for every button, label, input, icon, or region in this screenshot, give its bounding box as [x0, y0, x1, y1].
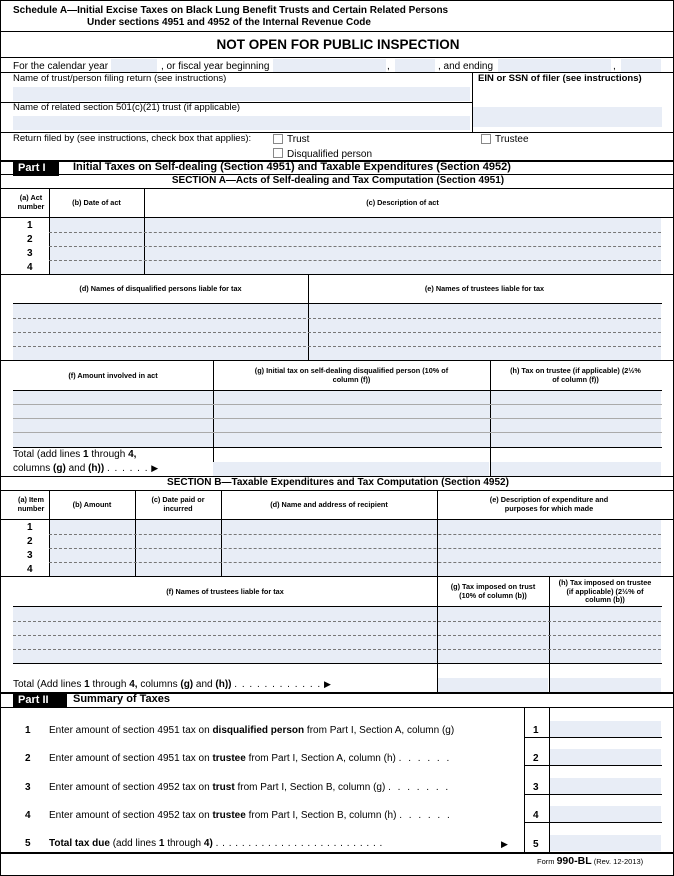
section-b-title: SECTION B—Taxable Expenditures and Tax Computation (Section 4952): [167, 477, 509, 488]
line-2-amount-field[interactable]: [550, 749, 661, 765]
section-a-amounts-area[interactable]: [13, 391, 661, 447]
fiscal-end-month-field[interactable]: [498, 59, 611, 72]
section-a-total-g-field[interactable]: [213, 462, 489, 476]
form-number-footer: Form 990-BL (Rev. 12-2013): [537, 855, 644, 867]
section-a-row-1: 1: [27, 220, 33, 231]
part2-line-3: 3 Enter amount of section 4952 tax on trust from Part I, Section B, column (g) . . . . . . .: [25, 782, 451, 793]
line-4-amount-field[interactable]: [550, 806, 661, 822]
col-b-amount-header: (b) Amount: [72, 499, 112, 509]
trust-checkbox[interactable]: [273, 134, 283, 144]
section-b-row-3: 3: [27, 550, 33, 561]
part1-title: Initial Taxes on Self-dealing (Section 4951) and Taxable Expenditures (Section 4952): [73, 161, 511, 173]
part2-line-4: 4 Enter amount of section 4952 tax on trustee from Part I, Section B, column (h) . . . . . .: [25, 810, 452, 821]
part2-line-5: 5 Total tax due (add lines 1 through 4) . . . . . . . . . . . . . . . . . . . . . . . . . .: [25, 838, 383, 849]
section-b-row-4: 4: [27, 564, 33, 575]
schedule-title: Schedule A—Initial Excise Taxes on Black Lung Benefit Trusts and Certain Related Persons: [13, 5, 449, 16]
section-b-total-line: Total (Add lines 1 through 4, columns (g) and (h)) . . . . . . . . . . . . ▶: [13, 679, 331, 690]
total-arrow-icon: ▶: [151, 463, 159, 473]
section-a-title: SECTION A—Acts of Self-dealing and Tax Computation (Section 4951): [171, 175, 505, 186]
section-b-row-1: 1: [27, 522, 33, 533]
col-f-trustees-header: (f) Names of trustees liable for tax: [166, 586, 284, 596]
trust-name-field[interactable]: [13, 87, 470, 101]
trust-option-label: Trust: [287, 134, 310, 145]
disqualified-option-label: Disqualified person: [287, 149, 373, 160]
line-5-amount-field[interactable]: [550, 835, 661, 851]
section-b-total-h-field[interactable]: [550, 678, 661, 692]
section-a-total-line2: columns (g) and (h)) . . . . . . ▶: [13, 463, 159, 474]
line-5-arrow-icon: ▶: [501, 839, 508, 849]
col-a-act-number-header: (a) Act number: [17, 193, 45, 211]
line-3-amount-field[interactable]: [550, 778, 661, 794]
col-e-trustees-header: (e) Names of trustees liable for tax: [424, 283, 545, 293]
col-e-expenditure-header: (e) Description of expenditure and purposes for which made: [489, 495, 609, 513]
part1-tag: Part I: [13, 161, 59, 176]
part2-line-2: 2 Enter amount of section 4951 tax on trustee from Part I, Section A, column (h) . . . . . .: [25, 753, 452, 764]
box-5-label: 5: [533, 839, 539, 850]
section-a-row-2: 2: [27, 234, 33, 245]
box-3-label: 3: [533, 782, 539, 793]
schedule-subtitle: Under sections 4951 and 4952 of the Internal Revenue Code: [87, 17, 371, 28]
trustee-checkbox[interactable]: [481, 134, 491, 144]
part2-title: Summary of Taxes: [73, 693, 171, 705]
col-d-recipient-header: (d) Name and address of recipient: [270, 499, 388, 509]
comma-2: ,: [613, 61, 616, 72]
total-b-arrow-icon: ▶: [323, 679, 331, 689]
section-a-row-4: 4: [27, 262, 33, 273]
col-a-item-number-header: (a) Item number: [17, 495, 45, 513]
box-1-label: 1: [533, 725, 539, 736]
line-1-amount-field[interactable]: [550, 721, 661, 737]
col-c-description-header: (c) Description of act: [366, 197, 439, 207]
col-d-disqualified-header: (d) Names of disqualified persons liable for tax: [79, 283, 242, 293]
trustee-option-label: Trustee: [495, 134, 529, 145]
ein-field[interactable]: [473, 107, 662, 127]
fiscal-year-label: , or fiscal year beginning: [161, 61, 270, 72]
disqualified-person-checkbox[interactable]: [273, 148, 283, 158]
col-h-trustee-tax-header: (h) Tax imposed on trustee (if applicable) (2½% of column (b)): [558, 577, 652, 605]
fiscal-begin-year-field[interactable]: [395, 59, 435, 72]
ending-label: , and ending: [438, 61, 494, 72]
part2-tag: Part II: [13, 693, 67, 708]
part2-line-1: 1 Enter amount of section 4951 tax on disqualified person from Part I, Section A, column (g): [25, 725, 455, 736]
section-a-total-h-field[interactable]: [491, 462, 661, 476]
fiscal-end-year-field[interactable]: [621, 59, 661, 72]
related-trust-label: Name of related section 501(c)(21) trust (if applicable): [13, 102, 241, 113]
box-2-label: 2: [533, 753, 539, 764]
ein-label: EIN or SSN of filer (see instructions): [478, 73, 642, 84]
col-c-date-paid-header: (c) Date paid or incurred: [151, 495, 205, 513]
col-b-date-header: (b) Date of act: [72, 197, 121, 207]
col-f-amount-header: (f) Amount involved in act: [68, 370, 158, 380]
section-a-row-3: 3: [27, 248, 33, 259]
box-4-label: 4: [533, 810, 539, 821]
col-g-initial-tax-header: (g) Initial tax on self-dealing disqualified person (10% of column (f)): [254, 366, 449, 384]
section-a-total-line1: Total (add lines 1 through 4,: [13, 449, 137, 460]
return-filed-by-label: Return filed by (see instructions, check box that applies):: [13, 133, 252, 144]
related-trust-field[interactable]: [13, 116, 470, 130]
col-g-trust-tax-header: (g) Tax imposed on trust (10% of column (b)): [450, 582, 536, 600]
calendar-year-label: For the calendar year: [13, 61, 109, 72]
not-open-notice: NOT OPEN FOR PUBLIC INSPECTION: [216, 37, 460, 52]
section-b-total-g-field[interactable]: [438, 678, 548, 692]
trust-name-label: Name of trust/person filing return (see instructions): [13, 73, 227, 84]
col-h-trustee-tax-header: (h) Tax on trustee (if applicable) (2½% of column (f)): [510, 366, 641, 384]
section-b-row-2: 2: [27, 536, 33, 547]
fiscal-begin-month-field[interactable]: [273, 59, 386, 72]
calendar-year-field[interactable]: [111, 59, 157, 72]
comma-1: ,: [387, 61, 390, 72]
